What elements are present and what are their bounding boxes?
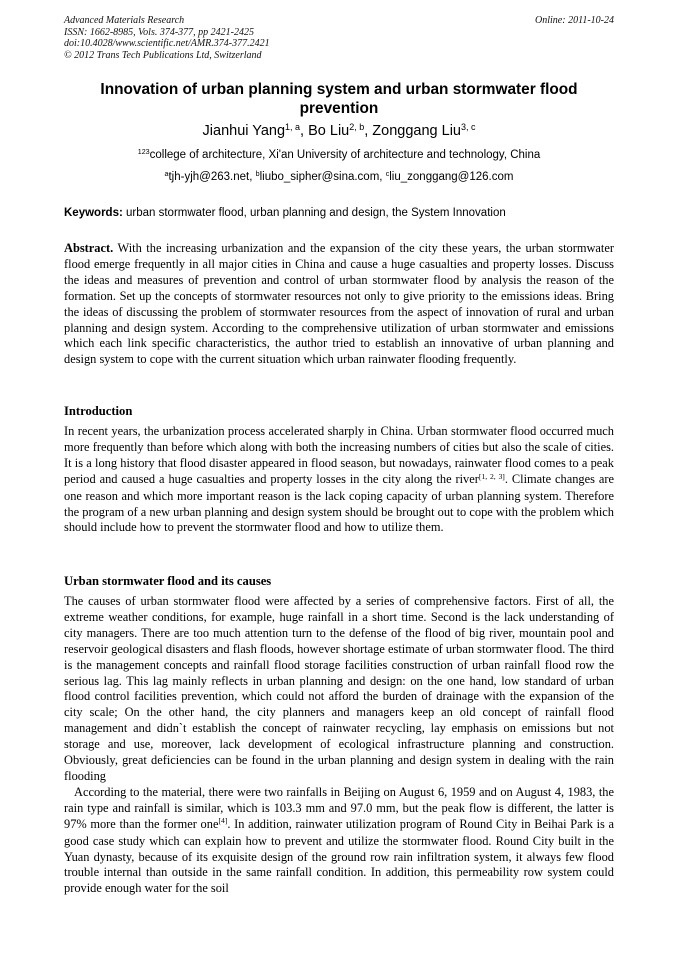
- author-name: Zonggang Liu: [372, 123, 461, 139]
- author-sup: 2, b: [349, 122, 365, 133]
- affiliation-sup: 123: [137, 148, 150, 157]
- author-name: Jianhui Yang: [202, 123, 286, 139]
- keywords: [64, 206, 614, 220]
- author-name: Bo Liu: [308, 123, 350, 139]
- causes-paragraph: [64, 785, 614, 897]
- journal-name: Advanced Materials Research: [64, 15, 185, 26]
- abstract-section: [64, 241, 614, 368]
- email-address: liubo_sipher@sina.com: [259, 171, 380, 183]
- introduction-paragraph: [64, 424, 614, 536]
- causes-section: [64, 574, 614, 897]
- author-sup: 3, c: [460, 122, 476, 133]
- copyright-line: © 2012 Trans Tech Publications Ltd, Switzerland: [64, 49, 262, 61]
- causes-text: According to the material, there were two rainfalls in Beijing on August 6, 1959 and on August 4, 1983, the rain type and rainfall is similar, which is 103.3 mm and 97.0 mm, but the peak flow is different, the latter is 97% more than the former one: [64, 784, 614, 831]
- issn-line: ISSN: 1662-8985, Vols. 374-377, pp 2421-2425: [64, 26, 254, 38]
- abstract-paragraph: [64, 241, 614, 368]
- doi-line: doi:10.4028/www.scientific.net/AMR.374-377.2421: [64, 38, 270, 49]
- email-sup: a: [164, 170, 169, 179]
- introduction-text: In recent years, the urbanization process accelerated sharply in China. Urban stormwater flood occurred much more frequently than before which along with both the increasing numbers of cities but also the scale of cities. It is a long history that flood disaster appeared in flood season, but nowadays, rainwater flood comes to a peak period and caused a huge casualties and property losses in the city along the river: [64, 424, 614, 486]
- online-date: Online: 2011-10-24: [535, 15, 614, 26]
- email-sup: b: [255, 170, 260, 179]
- affiliation-text: college of architecture, Xi'an University of architecture and technology, China: [149, 149, 541, 161]
- journal-header: [64, 15, 270, 61]
- paper-title: Innovation of urban planning system and urban stormwater flood prevention: [100, 81, 578, 117]
- keywords-text: urban stormwater flood, urban planning and design, the System Innovation: [126, 207, 506, 219]
- causes-text: . In addition, rainwater utilization program of Round City in Beihai Park is a good case study which can explain how to prevent and utilize the stormwater flood. Round City built in the Yuan dynasty, because of its exquisite design of the ground row rain infiltration system, it always few flood trouble internal than outside in the same rainfall condition. In addition, this permeability row system could provide enough water for the soil: [64, 816, 615, 896]
- email-address: tjh-yjh@263.net: [168, 171, 250, 183]
- author-list: Jianhui Yang$^{1, a}$, Bo Liu$^{2, b}$, Zonggang Liu$^{3, c}$: [202, 122, 476, 139]
- citation: [1, 2, 3]: [478, 471, 505, 481]
- abstract-text: With the increasing urbanization and the expansion of the city these years, the urban stormwater flood emerge frequently in all major cities in China and cause a huge casualties and property losses. Discuss the ideas and measures of prevention and control of urban stormwater flood by analysis the reason of the formation. Set up the concepts of stormwater resources not only to give priority to the emissions ideas. Bring the ideas of discussing the problem of stormwater resources from the aspect of innovation of rural and urban planning and design system. According to the comprehensive utilization of urban stormwater and emissions which each link specific characteristics, the author tried to establish an innovative of urban planning and design system to cope with the current situation which urban rainwater flooding frequently.: [64, 241, 615, 367]
- introduction-heading: Introduction: [64, 404, 133, 418]
- email-sup: c: [385, 170, 390, 179]
- causes-heading: Urban stormwater flood and its causes: [64, 574, 272, 588]
- causes-paragraph: The causes of urban stormwater flood were affected by a series of comprehensive factors. First of all, the extreme weather conditions, for example, huge rainfall in a short time. Second is the lack understanding of city managers. There are too much attention turn to the defense of the flood of big river, mountain pool and reservoir geological disasters and flash floods, however shortage estimate of urban stormwater flood. The third is the management concepts and rainfall flood storage facilities construction of urban rainfall flood row the serious lag. This lag mainly reflects in urban planning and design: on the one hand, low standard of urban flood control facilities prevention, which could not afford the burden of drainage with the expansion of the city scale; On the other hand, the city planners and managers keep an old concept of rainfall flood management and didn`t establish the concept of rainwater recycling, lay emphasis on emissions but not storage and use, moreover, lack development of ecological infrastructure planning and construction. Obviously, great deficiencies can be found in the urban planning and design system in dealing with the rain flooding: [64, 594, 614, 783]
- abstract-label: Abstract.: [64, 241, 114, 255]
- email-address: liu_zonggang@126.com: [389, 171, 514, 183]
- introduction-section: [64, 404, 614, 536]
- introduction-text: . Climate changes are one reason and which more important reason is the lack coping capacity of urban planning system. Therefore the program of a new urban planning and design system should be brought out to cope with the problem which should include how to prevent the stormwater flood and how to utilize them.: [64, 471, 614, 535]
- email-list: $^a$tjh-yjh@263.net, $^b$liubo_sipher@sina.com, $^c$liu_zonggang@126.com: [164, 170, 514, 183]
- keywords-label: Keywords:: [64, 207, 123, 219]
- author-sup: 1, a: [285, 122, 301, 133]
- citation: [4]: [218, 816, 228, 826]
- affiliation: [64, 148, 614, 163]
